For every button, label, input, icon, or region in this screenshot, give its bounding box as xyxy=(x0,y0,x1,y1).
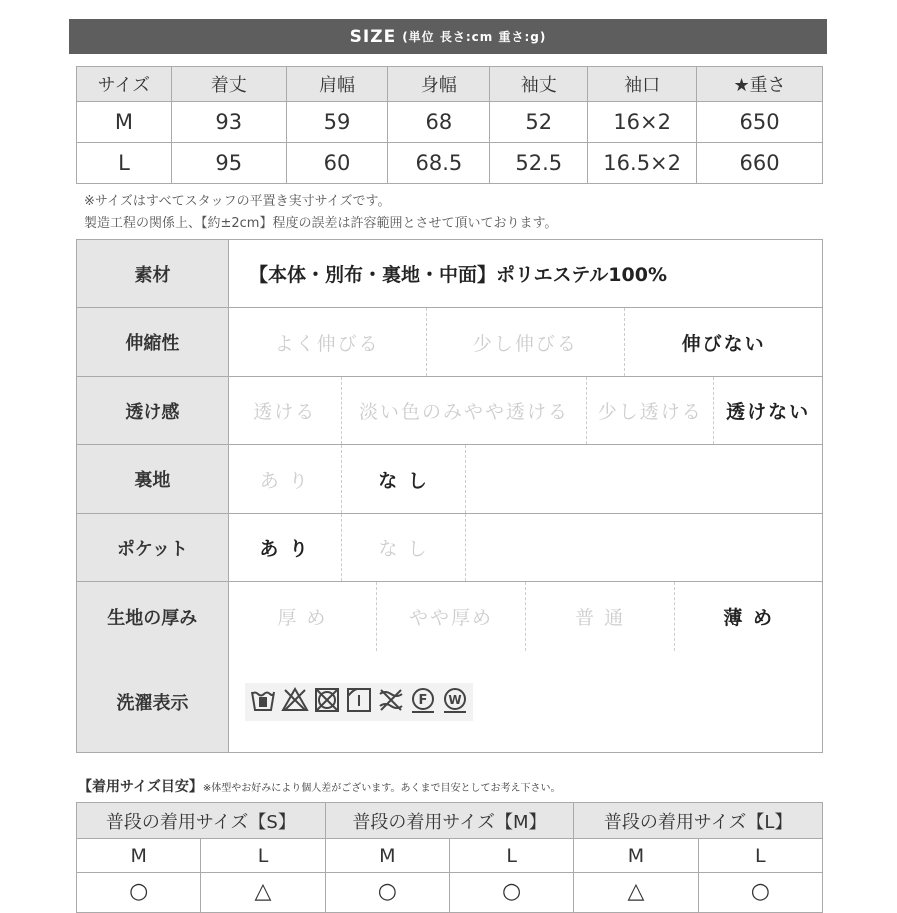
spec-row-thickness xyxy=(77,582,822,651)
fit-mark: ○ xyxy=(449,873,573,913)
spec-option: 少し伸びる xyxy=(427,308,626,376)
column-header: ★重さ xyxy=(697,67,823,102)
wet-clean-w-icon xyxy=(441,686,469,718)
hand-wash-icon xyxy=(249,686,277,718)
size-cell: L xyxy=(77,143,172,184)
size-cell: 16×2 xyxy=(588,102,697,143)
size-cell: 52 xyxy=(490,102,588,143)
spec-option: 伸びない xyxy=(681,332,766,355)
fit-size: M xyxy=(325,839,449,873)
care-symbols xyxy=(245,683,473,721)
spec-label: 素材 xyxy=(77,240,229,307)
size-cell: 650 xyxy=(697,102,823,143)
no-wring-icon xyxy=(377,686,405,718)
header-title: SIZE xyxy=(349,26,397,47)
spec-row-sheerness xyxy=(77,377,822,445)
size-cell: 95 xyxy=(171,143,286,184)
size-cell: M xyxy=(77,102,172,143)
column-header: 着丈 xyxy=(171,67,286,102)
spec-row-pocket xyxy=(77,514,822,582)
note-tolerance: 製造工程の関係上、【約±2cm】程度の誤差は許容範囲とさせて頂いております。 xyxy=(84,216,558,231)
material-value: 【本体・別布・裏地・中面】ポリエステル100% xyxy=(249,264,667,286)
svg-text:F: F xyxy=(418,692,428,708)
spec-option xyxy=(466,514,822,581)
size-cell: 52.5 xyxy=(490,143,588,184)
column-header: 袖口 xyxy=(588,67,697,102)
fit-mark: △ xyxy=(201,873,325,913)
spec-label: 裏地 xyxy=(77,445,229,513)
spec-row-stretch xyxy=(77,308,822,377)
spec-table xyxy=(76,239,823,753)
header-unit: (単位 長さ:cm 重さ:g) xyxy=(402,30,547,44)
spec-option: やや厚め xyxy=(377,582,526,651)
column-header: 袖丈 xyxy=(490,67,588,102)
fit-mark: ○ xyxy=(77,873,201,913)
spec-option: よく伸びる xyxy=(229,308,427,376)
fit-table xyxy=(76,802,823,913)
size-table xyxy=(76,66,823,184)
spec-option xyxy=(466,445,822,513)
spec-option: 透けない xyxy=(726,401,811,423)
note-measure: ※サイズはすべてスタッフの平置き実寸サイズです。 xyxy=(84,194,391,209)
spec-option: あ り xyxy=(229,445,342,513)
spec-option: 薄 め xyxy=(723,607,775,629)
fit-size: M xyxy=(574,839,698,873)
spec-option: 少し透ける xyxy=(587,377,714,444)
column-header: 肩幅 xyxy=(286,67,388,102)
dry-clean-f-icon xyxy=(409,686,437,718)
spec-label: 透け感 xyxy=(77,377,229,444)
fit-guide-title xyxy=(78,776,560,796)
size-cell: 60 xyxy=(286,143,388,184)
spec-row-care xyxy=(77,651,822,752)
fit-group-header: 普段の着用サイズ【L】 xyxy=(574,803,823,839)
size-cell: 59 xyxy=(286,102,388,143)
spec-label: 生地の厚み xyxy=(77,582,229,651)
spec-row-lining xyxy=(77,445,822,514)
size-header xyxy=(69,19,827,54)
svg-text:W: W xyxy=(448,692,462,707)
spec-row-material xyxy=(77,240,822,308)
drip-dry-icon xyxy=(345,686,373,718)
no-tumble-dry-icon xyxy=(313,686,341,718)
size-cell: 93 xyxy=(171,102,286,143)
fit-group-header: 普段の着用サイズ【S】 xyxy=(77,803,326,839)
spec-label: ポケット xyxy=(77,514,229,581)
fit-mark: △ xyxy=(574,873,698,913)
spec-option: 厚 め xyxy=(229,582,378,651)
fit-size: L xyxy=(201,839,325,873)
column-header: サイズ xyxy=(77,67,172,102)
spec-option: 透ける xyxy=(229,377,342,444)
spec-option: な し xyxy=(342,445,467,513)
spec-option: 普 通 xyxy=(526,582,676,651)
spec-option: な し xyxy=(342,514,467,581)
size-cell: 660 xyxy=(697,143,823,184)
spec-option: 淡い色のみやや透ける xyxy=(342,377,588,444)
fit-mark: ○ xyxy=(698,873,822,913)
spec-label: 洗濯表示 xyxy=(77,651,229,752)
size-cell: 68.5 xyxy=(388,143,490,184)
no-bleach-icon xyxy=(281,686,309,718)
spec-label: 伸縮性 xyxy=(77,308,229,376)
spec-option: あ り xyxy=(229,514,342,581)
size-cell: 68 xyxy=(388,102,490,143)
fit-mark: ○ xyxy=(325,873,449,913)
fit-size: L xyxy=(449,839,573,873)
fit-size: L xyxy=(698,839,822,873)
fit-group-header: 普段の着用サイズ【M】 xyxy=(325,803,574,839)
fit-title: 【着用サイズ目安】 xyxy=(78,779,203,795)
column-header: 身幅 xyxy=(388,67,490,102)
fit-note: ※体型やお好みにより個人差がございます。あくまで目安としてお考え下さい。 xyxy=(202,783,561,794)
fit-size: M xyxy=(77,839,201,873)
size-cell: 16.5×2 xyxy=(588,143,697,184)
